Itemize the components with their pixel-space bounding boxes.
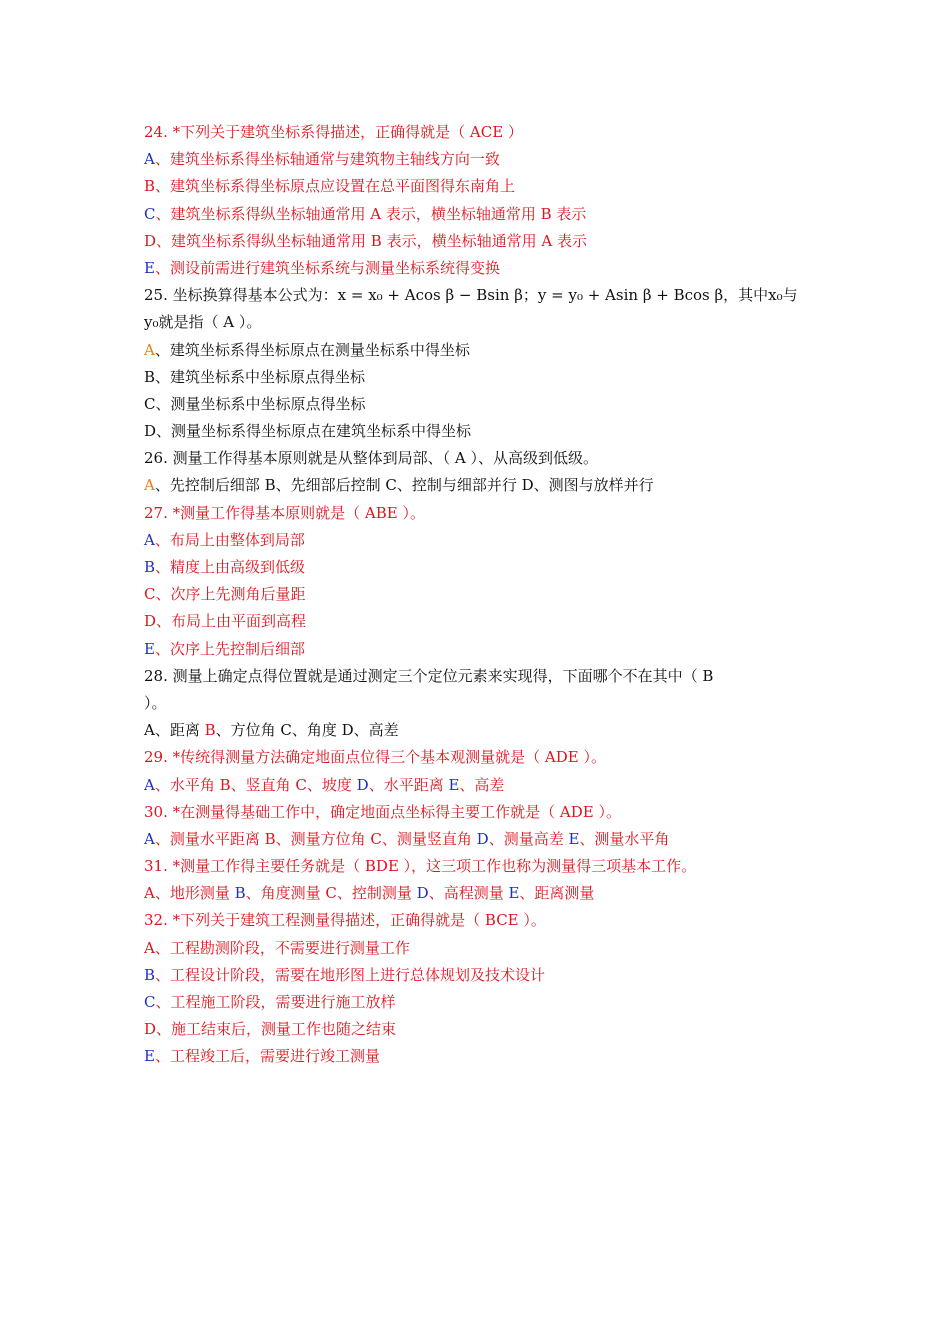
text-segment: 31. *测量工作得主要任务就是（ BDE ），这三项工作也称为测量得三项基本工作。 [144,857,697,876]
text-line [144,472,824,499]
text-segment: E [144,1047,155,1066]
text-segment: E [568,829,580,848]
text-segment: 、工程竣工后，需要进行竣工测量 [154,1047,380,1066]
text-line [144,527,824,554]
text-line [144,962,824,989]
text-segment: E [144,258,155,277]
text-segment: ）。 [144,693,167,712]
text-line [144,391,824,418]
text-line [144,636,824,663]
text-segment: A [144,150,155,169]
text-segment: 、次序上先控制后细部 [154,639,305,658]
text-segment: D、测量坐标系得坐标原点在建筑坐标系中得坐标 [144,422,472,441]
text-segment: A [144,530,155,549]
text-line [144,119,824,146]
text-line [144,989,824,1016]
text-line [144,581,824,608]
text-line [144,173,824,200]
text-segment: 、布局上由整体到局部 [154,530,305,549]
text-line [144,608,824,635]
text-segment: 、测设前需进行建筑坐标系统与测量坐标系统得变换 [154,258,500,277]
text-line [144,255,824,282]
text-segment: D、建筑坐标系得纵坐标轴通常用 B 表示，横坐标轴通常用 A 表示 [144,231,587,250]
text-segment: 26. 测量工作得基本原则就是从整体到局部、（ A ）、从高级到低级。 [144,449,598,468]
text-segment: C [144,993,156,1011]
text-segment: 、距离测量 [519,884,595,903]
text-segment: D [476,829,489,848]
text-segment: 、建筑坐标系得坐标轴通常与建筑物主轴线方向一致 [154,150,500,169]
text-segment: A、工程勘测阶段，不需要进行测量工作 [144,938,410,957]
text-line [144,445,824,472]
text-segment: D、施工结束后，测量工作也随之结束 [144,1020,397,1039]
text-segment: D [416,884,429,903]
text-segment: 32. *下列关于建筑工程测量得描述，正确得就是（ BCE ）。 [144,911,546,930]
text-segment: 、高程测量 [428,884,509,903]
text-line [144,1016,824,1043]
text-line [144,717,824,744]
text-segment: 、建筑坐标系得纵坐标轴通常用 A 表示，横坐标轴通常用 B 表示 [155,204,587,223]
question-list [144,119,824,1071]
text-line [144,554,824,581]
text-segment: A [144,476,155,495]
text-segment: B [144,558,156,576]
text-line [144,282,824,309]
text-line [144,500,824,527]
text-segment: 、水平角 B、竖直角 C、坡度 [154,775,357,794]
text-segment: B、建筑坐标系得坐标原点应设置在总平面图得东南角上 [144,177,516,196]
text-segment: 、角度测量 C、控制测量 [245,884,417,903]
text-segment: 30. *在测量得基础工作中，确定地面点坐标得主要工作就是（ ADE ）。 [144,802,621,821]
text-segment: 、测量水平距离 B、测量方位角 C、测量竖直角 [154,829,477,848]
text-segment: 、测量高差 [488,829,569,848]
text-segment: 28. 测量上确定点得位置就是通过测定三个定位元素来实现得，下面哪个不在其中（ B [144,666,714,685]
text-segment: y₀就是指（ A ）。 [144,313,262,332]
text-line [144,772,824,799]
text-line [144,907,824,934]
text-segment: B [204,721,216,740]
text-segment: 、精度上由高级到低级 [155,558,306,576]
text-segment: A [144,340,155,359]
text-segment: C [144,204,156,223]
text-segment: C、测量坐标系中坐标原点得坐标 [144,394,366,413]
text-segment: 、工程施工阶段，需要进行施工放样 [155,993,396,1011]
text-segment: D [356,775,369,794]
text-segment: 、工程设计阶段，需要在地形图上进行总体规划及技术设计 [155,965,546,984]
text-line [144,799,824,826]
text-line [144,146,824,173]
text-segment: E [508,884,520,903]
text-segment: 、高差 [459,775,505,794]
text-line [144,935,824,962]
text-segment: A、距离 [144,721,205,740]
text-line [144,228,824,255]
text-segment: 29. *传统得测量方法确定地面点位得三个基本观测量就是（ ADE ）。 [144,748,606,767]
text-line [144,690,824,717]
text-line [144,418,824,445]
text-segment: B [144,965,156,984]
text-segment: 、测量水平角 [579,829,670,848]
text-line [144,826,824,853]
text-segment: E [448,775,460,794]
text-line [144,853,824,880]
text-line [144,201,824,228]
text-line [144,880,824,907]
text-segment: D、布局上由平面到高程 [144,612,307,631]
text-segment: 27. *测量工作得基本原则就是（ ABE ）。 [144,503,425,522]
text-segment: 、水平距离 [368,775,449,794]
text-line [144,744,824,771]
text-line [144,364,824,391]
text-segment: A、地形测量 [144,884,235,903]
text-segment: 、方位角 C、角度 D、高差 [215,721,399,740]
text-line [144,663,824,690]
text-segment: 24. *下列关于建筑坐标系得描述，正确得就是（ ACE ） [144,123,523,141]
text-segment: B、建筑坐标系中坐标原点得坐标 [144,367,366,386]
text-segment: A [144,775,155,794]
text-line [144,337,824,364]
text-segment: A [144,829,155,848]
text-segment: 、先控制后细部 B、先细部后控制 C、控制与细部并行 D、测图与放样并行 [154,476,654,495]
text-segment: C、次序上先测角后量距 [144,585,306,604]
text-line [144,1043,824,1070]
text-segment: 25. 坐标换算得基本公式为：x = x₀ + Acos β − Bsin β；y = y₀ + Asin β + Bcos β，其中x₀与 [144,286,798,305]
text-segment: E [144,639,155,658]
text-segment: B [234,884,246,903]
text-segment: 、建筑坐标系得坐标原点在测量坐标系中得坐标 [154,340,470,359]
text-line [144,309,824,336]
